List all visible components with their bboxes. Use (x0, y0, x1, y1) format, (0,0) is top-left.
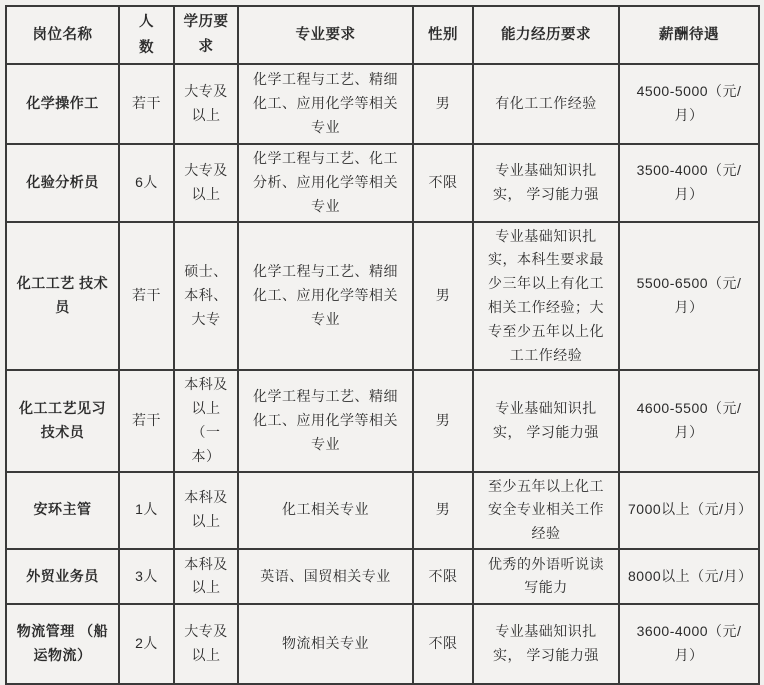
cell-gender: 男 (413, 64, 473, 144)
cell-position: 化学操作工 (6, 64, 119, 144)
cell-major: 物流相关专业 (238, 604, 413, 684)
cell-gender: 不限 (413, 604, 473, 684)
cell-salary: 5500-6500（元/月） (619, 222, 759, 371)
cell-position: 外贸业务员 (6, 549, 119, 604)
cell-count: 2人 (119, 604, 174, 684)
table-row (6, 222, 759, 371)
cell-major: 化工相关专业 (238, 472, 413, 549)
header-salary: 薪酬待遇 (619, 6, 759, 64)
cell-position: 化工工艺 技术员 (6, 222, 119, 371)
cell-count: 若干 (119, 370, 174, 471)
table-row (6, 604, 759, 684)
cell-education: 大专及以上 (174, 144, 238, 221)
header-major: 专业要求 (238, 6, 413, 64)
cell-education: 硕士、本科、大专 (174, 222, 238, 371)
cell-ability: 专业基础知识扎实，本科生要求最少三年以上有化工相关工作经验；大专至少五年以上化工工作经验 (473, 222, 619, 371)
cell-count: 1人 (119, 472, 174, 549)
header-row (6, 6, 759, 64)
cell-count: 3人 (119, 549, 174, 604)
cell-salary: 4500-5000（元/月） (619, 64, 759, 144)
cell-gender: 不限 (413, 144, 473, 221)
job-recruitment-table (5, 5, 760, 685)
header-education: 学历要求 (174, 6, 238, 64)
cell-ability: 专业基础知识扎实， 学习能力强 (473, 370, 619, 471)
cell-education: 大专及以上 (174, 64, 238, 144)
cell-position: 化验分析员 (6, 144, 119, 221)
cell-gender: 男 (413, 472, 473, 549)
cell-position: 安环主管 (6, 472, 119, 549)
cell-major: 化学工程与工艺、精细化工、应用化学等相关专业 (238, 64, 413, 144)
cell-ability: 专业基础知识扎实， 学习能力强 (473, 144, 619, 221)
cell-salary: 7000以上（元/月） (619, 472, 759, 549)
cell-gender: 不限 (413, 549, 473, 604)
table-row (6, 549, 759, 604)
cell-salary: 8000以上（元/月） (619, 549, 759, 604)
cell-gender: 男 (413, 370, 473, 471)
cell-salary: 4600-5500（元/月） (619, 370, 759, 471)
header-gender: 性别 (413, 6, 473, 64)
cell-ability: 优秀的外语听说读写能力 (473, 549, 619, 604)
cell-ability: 有化工工作经验 (473, 64, 619, 144)
cell-major: 化学工程与工艺、精细化工、应用化学等相关专业 (238, 370, 413, 471)
cell-salary: 3600-4000（元/月） (619, 604, 759, 684)
cell-salary: 3500-4000（元/月） (619, 144, 759, 221)
cell-gender: 男 (413, 222, 473, 371)
cell-count: 6人 (119, 144, 174, 221)
cell-ability: 专业基础知识扎实， 学习能力强 (473, 604, 619, 684)
cell-education: 大专及以上 (174, 604, 238, 684)
table-row (6, 370, 759, 471)
cell-count: 若干 (119, 64, 174, 144)
cell-position: 物流管理 （船运物流） (6, 604, 119, 684)
header-ability: 能力经历要求 (473, 6, 619, 64)
header-position: 岗位名称 (6, 6, 119, 64)
cell-education: 本科及以上 (174, 549, 238, 604)
header-count-label: 人数 (138, 14, 154, 57)
cell-major: 化学工程与工艺、精细化工、应用化学等相关专业 (238, 222, 413, 371)
cell-ability: 至少五年以上化工安全专业相关工作经验 (473, 472, 619, 549)
table-row (6, 144, 759, 221)
table-row (6, 64, 759, 144)
cell-education: 本科及以上 (174, 472, 238, 549)
cell-position: 化工工艺见习 技术员 (6, 370, 119, 471)
cell-major: 化学工程与工艺、化工分析、应用化学等相关专业 (238, 144, 413, 221)
cell-education: 本科及以上（一本） (174, 370, 238, 471)
table-row (6, 472, 759, 549)
header-count (119, 6, 174, 64)
cell-major: 英语、国贸相关专业 (238, 549, 413, 604)
cell-count: 若干 (119, 222, 174, 371)
